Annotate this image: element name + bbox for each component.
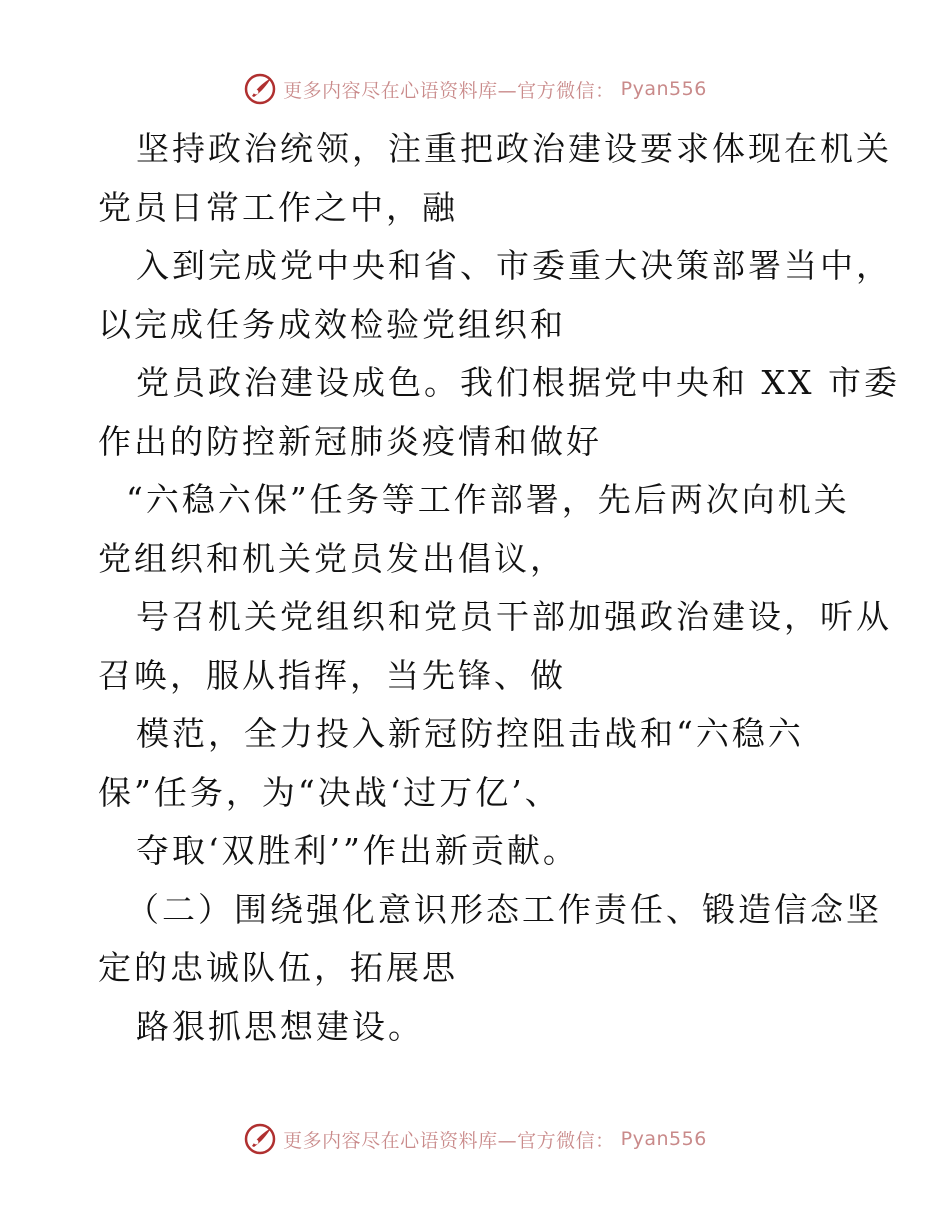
quill-logo-icon xyxy=(243,1122,277,1156)
body-line: 模范，全力投入新冠防控阻击战和“六稳六 xyxy=(136,714,804,753)
body-line: 召唤，服从指挥，当先锋、做 xyxy=(98,655,566,695)
quill-logo-icon xyxy=(243,72,277,106)
watermark-account: Pyan556 xyxy=(620,1128,707,1150)
body-line: 作出的防控新冠肺炎疫情和做好 xyxy=(98,421,602,461)
document-body xyxy=(98,120,900,1056)
footer-watermark xyxy=(0,1122,950,1156)
body-line: 路狠抓思想建设。 xyxy=(136,1006,424,1046)
section-heading-line: （二）围绕强化意识形态工作责任、锻造信念坚 xyxy=(126,889,882,929)
body-line: 定的忠诚队伍，拓展思 xyxy=(98,948,458,987)
body-line: 党员政治建设成色。我们根据党中央和 XX 市委 xyxy=(136,363,900,402)
header-watermark xyxy=(0,72,950,106)
body-line: 以完成任务成效检验党组织和 xyxy=(98,304,566,344)
body-line: “六稳六保”任务等工作部署，先后两次向机关 xyxy=(126,480,850,519)
body-line: 号召机关党组织和党员干部加强政治建设，听从 xyxy=(136,597,892,636)
body-line: 夺取‘双胜利’”作出新贡献。 xyxy=(136,831,579,870)
watermark-text: 更多内容尽在心语资料库—官方微信： xyxy=(283,79,615,102)
body-line: 入到完成党中央和省、市委重大决策部署当中， xyxy=(136,246,892,285)
watermark-text: 更多内容尽在心语资料库—官方微信： xyxy=(283,1129,615,1152)
body-line: 党组织和机关党员发出倡议， xyxy=(98,538,566,578)
body-line: 保”任务，为“决战‘过万亿’、 xyxy=(98,772,561,812)
body-line: 党员日常工作之中，融 xyxy=(98,187,458,227)
watermark-account: Pyan556 xyxy=(620,78,707,100)
body-line: 坚持政治统领，注重把政治建设要求体现在机关 xyxy=(136,129,892,168)
